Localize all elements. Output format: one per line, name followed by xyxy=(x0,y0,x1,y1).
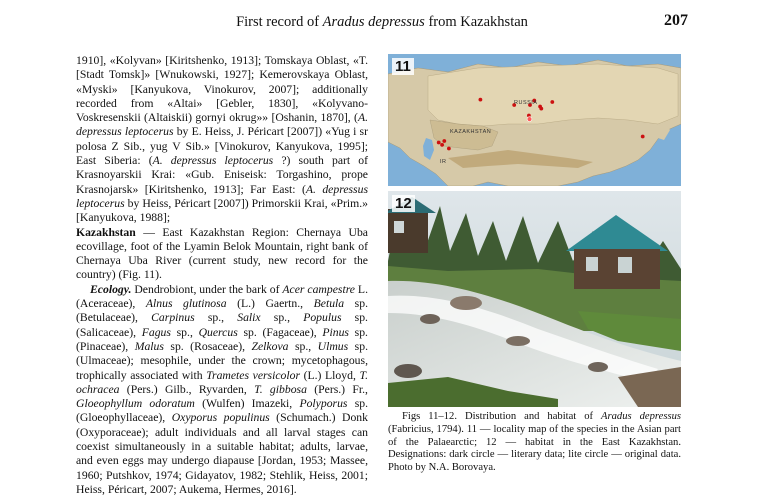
figure-caption: Figs 11–12. Distribution and habitat of Aradus depressus (Fabricius, 1794). 11 — locality map of the species in the Asian part of the Palaearctic; 12 — habitat in the East Kazakhstan. Designations: dark circle — literary data; lite circle — original data. Photo by N.A. Borovaya. xyxy=(388,411,681,474)
literary-locality-point xyxy=(447,147,451,151)
map-label-kazakhstan: KAZAKHSTAN xyxy=(450,129,492,135)
figure-11-map xyxy=(388,54,681,186)
literary-locality-point xyxy=(539,107,543,111)
russia-region xyxy=(428,64,678,126)
literary-locality-point xyxy=(641,135,645,139)
body-text-column xyxy=(76,54,368,497)
literary-locality-point xyxy=(440,143,444,147)
figure-12-habitat-photo xyxy=(388,191,681,407)
figure-12-label: 12 xyxy=(392,195,415,212)
literary-locality-point xyxy=(437,141,441,145)
distribution-paragraph: 1910], «Kolyvan» [Kiritshenko, 1913]; Tomskaya Oblast, «T. [Stadt Tomsk]» [Wnukowski, 1927]; Kemerovskaya Oblast, «Myski» [Kanyukova, Vinokurov, 2007]; additionally recorded from «Altai» [Gebler, 1830], «Kolyvano-Voskresenskii (Altaiskii) gornyi okrug»» [Oshanin, 1870], (A. depressus leptocerus by E. Heiss, J. Péricart [2007]) «Yug i sr polosa Z Sib., yug V Sib.» [Vinokurov, Kanyukova, 1995]; East Siberia: (A. depressus leptocerus ?) south part of Krasnoyarskii Krai: «Gub. Eniseisk: Torgashino, prope Krasnojarsk» [Kiritshenko, 1913]; Far East: (A. depressus leptocerus by Heiss, Péricart [2007]) Primorskii Krai, «Prim.» [Kanyukova, 1988]; xyxy=(76,54,369,225)
original-locality-point xyxy=(527,117,532,122)
running-header: First record of Aradus depressus from Kazakhstan xyxy=(236,14,528,30)
literary-locality-point xyxy=(479,98,483,102)
literary-locality-point xyxy=(550,100,554,104)
figure-11-label: 11 xyxy=(392,58,414,75)
map-label-ir: IR xyxy=(440,159,447,165)
habitat-photo xyxy=(388,191,681,407)
ecology-paragraph: Ecology. Dendrobiont, under the bark of Acer campestre L. (Aceraceae), Alnus glutinosa (L.) Gaertn., Betula sp. (Betulaceae), Carpinus sp., Salix sp., Populus sp. (Salicaceae), Fagus sp., Quercus sp. (Fagaceae), Pinus sp. (Pinaceae), Malus sp. (Rosaceae), Zelkova sp., Ulmus sp. (Ulmaceae); mesophile, under the crown; mycetophagous, trophically associated with Trametes versicolor (L.) Lloyd, T. ochracea (Pers.) Gilb., Ryvarden, T. gibbosa (Pers.) Fr., Gloeophyllum odoratum (Wulfen) Imazeki, Polyporus sp. (Gloeophyllaceae), Oxyporus populinus (Schumach.) Donk (Oxyporaceae); adult individuals and all larval stages can coexist simultaneously in a suitable habitat; adults, larvae, and even eggs may undergo diapause [Jordan, 1953; Massee, 1960; Putshkov, 1974; Gidayatov, 1982; Stehlik, Heiss, 2001; Heiss, Péricart, 2007; Aukema, Hermes, 2016]. xyxy=(76,282,369,496)
asia-map xyxy=(388,54,681,186)
kazakhstan-record-paragraph: Kazakhstan — East Kazakhstan Region: Chernaya Uba ecovillage, foot of the Lyamin Belok Mountain, right bank of Chernaya Uba River (current study, new record for the country) (Fig. 11). xyxy=(76,225,368,282)
page-number: 207 xyxy=(664,12,688,29)
literary-locality-point xyxy=(442,139,446,143)
map-label-russia: RUSSIA xyxy=(514,100,538,106)
